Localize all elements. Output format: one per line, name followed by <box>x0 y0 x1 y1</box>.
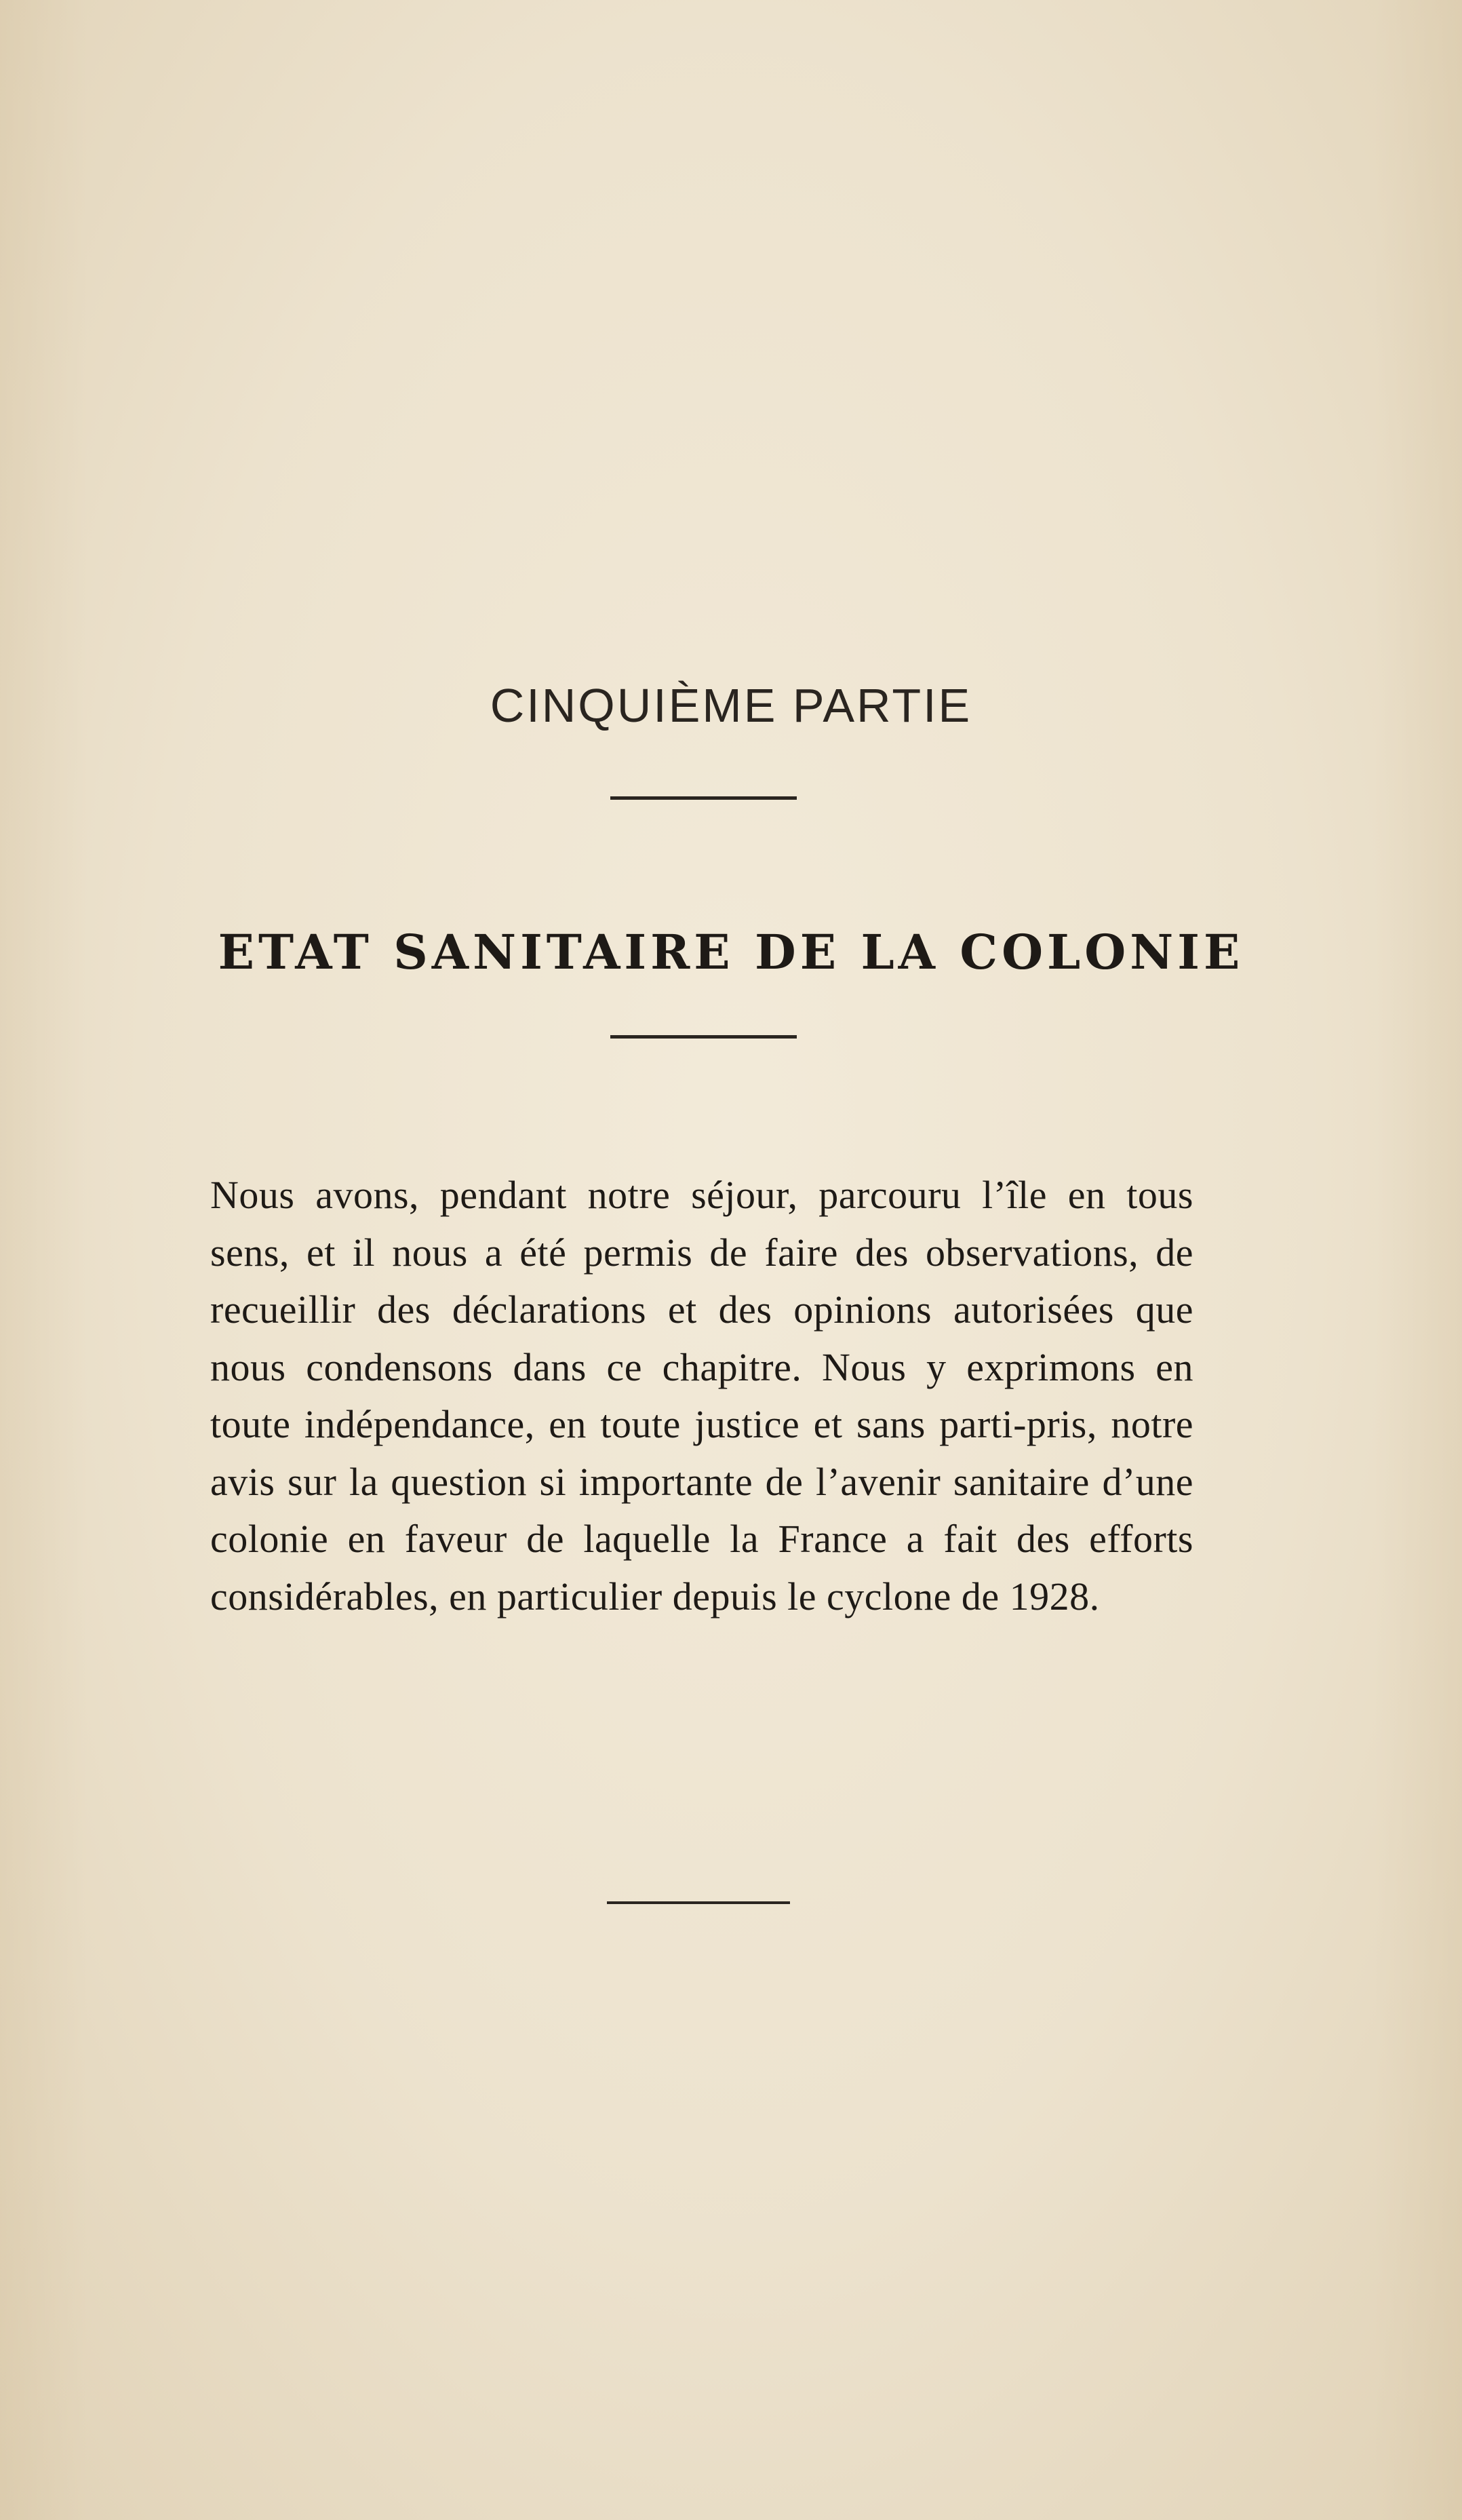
section-heading: ETAT SANITAIRE DE LA COLONIE <box>218 924 1244 980</box>
body-paragraph: Nous avons, pendant notre séjour, parcouru l’île en tous sens, et il nous a été permis de faire des observations, de recueillir des déclarations et des opinions autorisées que nous condensons dans ce chapitre. Nous y exprimons en toute indépendance, en toute justice et sans parti-pris, notre avis sur la question si importante de l’avenir sanitaire d’une colonie en faveur de laquelle la France a fait des efforts considérables, en particulier depuis le cyclone de 1928. <box>210 1173 1193 1618</box>
divider-rule-middle <box>610 1035 797 1039</box>
part-heading: CINQUIÈME PARTIE <box>490 679 972 732</box>
divider-rule-bottom <box>607 1901 790 1904</box>
divider-rule-top <box>610 796 797 800</box>
